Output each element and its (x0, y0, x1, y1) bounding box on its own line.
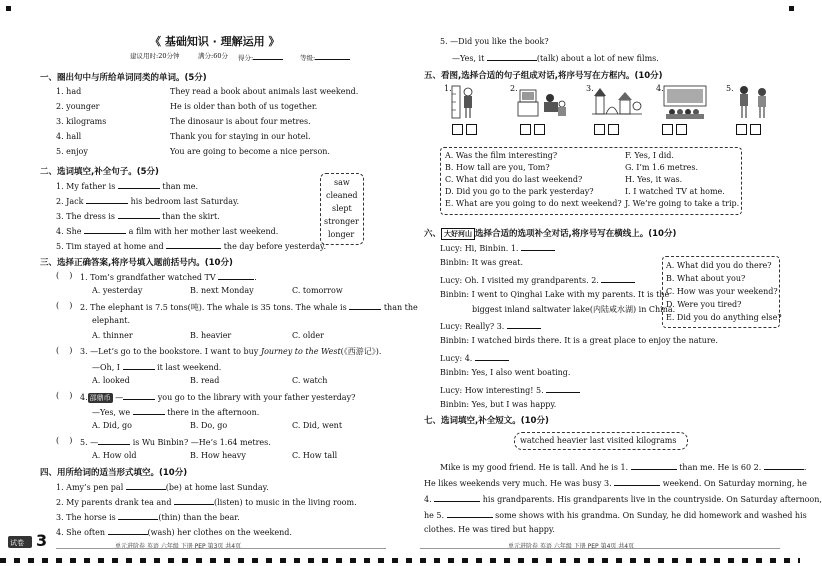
answer-paren[interactable]: ( ) (56, 346, 73, 355)
s3-q3: 3. —Let’s go to the bookstore. I want to buy Journey to the West(《西游记》). (80, 347, 382, 356)
s4-q1: 1. Amy’s pen pal (be) at home last Sunday. (56, 483, 269, 492)
pic-number: 2. (510, 84, 518, 93)
option: E. Did you do anything else? (666, 313, 782, 322)
option[interactable]: B. read (190, 376, 220, 385)
option[interactable]: A. thinner (92, 331, 133, 340)
answer-blank[interactable] (487, 52, 537, 61)
s2-q2: 2. Jack his bedroom last Saturday. (56, 197, 240, 206)
option[interactable]: B. heavier (190, 331, 232, 340)
answer-square[interactable] (608, 124, 619, 135)
answer-blank[interactable] (118, 210, 160, 219)
footer-rule (56, 548, 386, 549)
passage-line: he 5. some shows with his grandma. On Sunday, he did homework and washed his (424, 511, 807, 520)
footer-rule (420, 548, 780, 549)
pic-number: 1. (444, 84, 452, 93)
answer-paren[interactable]: ( ) (56, 436, 73, 445)
trip-scenery-illustration (592, 84, 642, 120)
page-title: 《 基础知识 · 理解运用 》 (150, 35, 280, 48)
word-option: longer (328, 230, 355, 239)
answer-blank[interactable] (475, 352, 509, 361)
full-score: 满分:60分 (198, 52, 228, 60)
dialog-line: Lucy: Hi, Binbin. 1. (440, 242, 555, 253)
answer-blank[interactable] (118, 180, 160, 189)
option: H. Yes, it was. (625, 175, 683, 184)
option[interactable]: A. Did, go (92, 421, 132, 430)
s3-q5: 5. — is Wu Binbin? —He’s 1.64 metres. (80, 438, 271, 447)
passage-line: Mike is my good friend. He is tall. And he is 1. than me. He is 60 2. . (440, 463, 807, 472)
answer-blank[interactable] (118, 511, 158, 520)
pic-number: 4. (656, 84, 664, 93)
answer-blank[interactable] (521, 242, 555, 251)
s4-q2: 2. My parents drank tea and (listen) to music in the living room. (56, 498, 357, 507)
answer-paren[interactable]: ( ) (56, 271, 73, 280)
dialog-line: biggest inland saltwater lake(内陆咸水湖) in China. (472, 305, 676, 314)
s1-sentence[interactable]: He is older than both of us together. (170, 102, 318, 111)
q4-tag: 邵鼎币 (89, 394, 111, 402)
answer-blank[interactable] (601, 274, 635, 283)
dialog-line: Binbin: I went to Qinghai Lake with my parents. It is the (440, 290, 670, 299)
s1-word: 2. younger (56, 102, 100, 111)
footer-text: 单元进阶卷 英语 六年级 下册 PEP 第3页 共4页 (115, 543, 242, 550)
answer-blank[interactable] (108, 526, 148, 535)
s1-word: 3. kilograms (56, 117, 107, 126)
option[interactable]: C. older (292, 331, 324, 340)
grade-label: 等级: (300, 51, 350, 62)
passage-line: clothes. He was tired but happy. (424, 525, 555, 534)
s3-q5-reply: —Yes, it (talk) about a lot of new films. (452, 54, 659, 63)
s1-word: 4. hall (56, 132, 82, 141)
answer-square[interactable] (750, 124, 761, 135)
answer-square[interactable] (466, 124, 477, 135)
s2-q3: 3. The dress is than the skirt. (56, 212, 220, 221)
s1-word: 5. enjoy (56, 147, 88, 156)
section5-heading: 五、看图,选择合适的句子组成对话,将序号写在方框内。(10分) (424, 71, 663, 81)
dialog-line: Lucy: Oh. I visited my grandparents. 2. (440, 274, 635, 285)
dialog-line: Binbin: Yes, I also went boating. (440, 368, 571, 377)
s3-q4-reply: —Yes, we there in the afternoon. (92, 408, 260, 417)
answer-blank[interactable] (447, 509, 493, 518)
park-friends-illustration (734, 84, 774, 120)
answer-blank[interactable] (84, 225, 126, 234)
passage-line: 4. his grandparents. His grandparents live in the countryside. On Saturday afternoon, (424, 495, 822, 504)
option: I. I watched TV at home. (625, 187, 725, 196)
option: A. Was the film interesting? (445, 151, 558, 160)
option[interactable]: A. How old (92, 451, 137, 460)
s2-q1: 1. My father is than me. (56, 182, 199, 191)
section4-heading: 四、用所给词的适当形式填空。(10分) (40, 468, 188, 478)
footer-text: 单元进阶卷 英语 六年级 下册 PEP 第4页 共4页 (508, 543, 635, 550)
word-option: cleaned (326, 191, 358, 200)
option: A. What did you do there? (666, 261, 772, 270)
option: B. What about you? (666, 274, 746, 283)
answer-square[interactable] (452, 124, 463, 135)
passage-line: He likes weekends very much. He was busy 3. weekend. On Saturday morning, he (424, 479, 807, 488)
s4-q4: 4. She often (wash) her clothes on the weekend. (56, 528, 292, 537)
s3-q4: 4. 邵鼎币 — you go to the library with your father yesterday? (80, 393, 356, 402)
section3-heading: 三、选择正确答案,将序号填入题前括号内。(10分) (40, 258, 233, 268)
option: F. Yes, I did. (625, 151, 674, 160)
answer-blank[interactable] (126, 481, 166, 490)
score-label: 得分: (238, 51, 283, 62)
option: G. I’m 1.6 metres. (625, 163, 699, 172)
s2-word-box (320, 173, 364, 245)
s1-sentence[interactable]: The dinosaur is about four metres. (170, 117, 311, 126)
section2-heading: 二、选词填空,补全句子。(5分) (40, 167, 159, 177)
answer-square[interactable] (676, 124, 687, 135)
s3-q5-question: 5. —Did you like the book? (440, 37, 549, 46)
option: B. How tall are you, Tom? (445, 163, 550, 172)
answer-blank[interactable] (166, 240, 221, 249)
option[interactable]: C. tomorrow (292, 286, 343, 295)
answer-blank[interactable] (631, 461, 677, 470)
s1-word: 1. had (56, 87, 82, 96)
option[interactable]: A. yesterday (92, 286, 143, 295)
corner-mark (789, 6, 794, 11)
dialog-line: Lucy: Really? 3. (440, 320, 541, 331)
option: C. How was your weekend? (666, 287, 778, 296)
s3-q2-cont: elephant. (92, 316, 130, 325)
answer-blank[interactable] (434, 493, 480, 502)
dialog-line: Lucy: 4. (440, 352, 509, 363)
answer-paren[interactable]: ( ) (56, 391, 73, 400)
option[interactable]: C. How tall (292, 451, 338, 460)
word-option: stronger (324, 217, 359, 226)
dialog-line: Binbin: It was great. (440, 258, 524, 267)
corner-mark (6, 6, 11, 11)
answer-square[interactable] (662, 124, 673, 135)
pic-number: 5. (726, 84, 734, 93)
s1-sentence[interactable]: Thank you for staying in our hotel. (170, 132, 311, 141)
s3-q1: 1. Tom’s grandfather watched TV . (80, 273, 257, 282)
section6-tag: 大好河山 (441, 228, 475, 240)
dialog-line: Lucy: How interesting! 5. (440, 384, 580, 395)
option: E. What are you going to do next weekend? (445, 199, 622, 208)
answer-blank[interactable] (174, 496, 214, 505)
suggested-time: 建议用时:20分钟 (130, 52, 180, 60)
paper-number: 3 (36, 531, 48, 550)
s2-q4: 4. She a film with her mother last weekend. (56, 227, 279, 236)
s3-q3-reply: —Oh, I it last weekend. (92, 363, 222, 372)
cinema-illustration (662, 84, 708, 120)
option: J. We’re going to take a trip. (625, 199, 740, 208)
answer-blank[interactable] (614, 477, 660, 486)
kids-height-illustration (450, 84, 480, 120)
section6-heading: 六、 大好河山 选择合适的选项补全对话,将序号写在横线上。(10分) (424, 229, 677, 239)
option[interactable]: B. How heavy (190, 451, 246, 460)
option: D. Did you go to the park yesterday? (445, 187, 594, 196)
s1-sentence[interactable]: They read a book about animals last weekend. (170, 87, 359, 96)
answer-square[interactable] (736, 124, 747, 135)
section7-heading: 七、选词填空,补全短文。(10分) (424, 416, 549, 426)
answer-square[interactable] (520, 124, 531, 135)
paper-badge-label: 试卷 (10, 539, 24, 547)
dialog-line: Binbin: I watched birds there. It is a great place to enjoy the nature. (440, 336, 718, 345)
option[interactable]: C. watch (292, 376, 328, 385)
option: C. What did you do last weekend? (445, 175, 583, 184)
right-page (400, 0, 822, 566)
s3-q2: 2. The elephant is 7.5 tons(吨). The whale is 35 tons. The whale is than the (80, 303, 418, 312)
answer-blank[interactable] (546, 384, 580, 393)
s1-sentence[interactable]: You are going to become a nice person. (170, 147, 330, 156)
option: D. Were you tired? (666, 300, 742, 309)
word-option: slept (332, 204, 352, 213)
answer-blank[interactable] (86, 195, 128, 204)
option[interactable]: C. Did, went (292, 421, 343, 430)
s4-q3: 3. The horse is (thin) than the bear. (56, 513, 240, 522)
option[interactable]: B. Do, go (190, 421, 228, 430)
s2-q5: 5. Tim stayed at home and the day before yesterday. (56, 242, 327, 251)
answer-square[interactable] (534, 124, 545, 135)
tv-watching-illustration (518, 84, 568, 120)
option[interactable]: A. looked (92, 376, 130, 385)
answer-paren[interactable]: ( ) (56, 301, 73, 310)
section1-heading: 一、圈出句中与所给单词同类的单词。(5分) (40, 73, 207, 83)
answer-blank[interactable] (507, 320, 541, 329)
answer-square[interactable] (594, 124, 605, 135)
option[interactable]: B. next Monday (190, 286, 254, 295)
answer-blank[interactable] (764, 461, 804, 470)
dialog-line: Binbin: Yes, but I was happy. (440, 400, 557, 409)
word-option: saw (334, 178, 350, 187)
s7-words: watched heavier last visited kilograms (520, 436, 677, 445)
pic-number: 3. (586, 84, 594, 93)
